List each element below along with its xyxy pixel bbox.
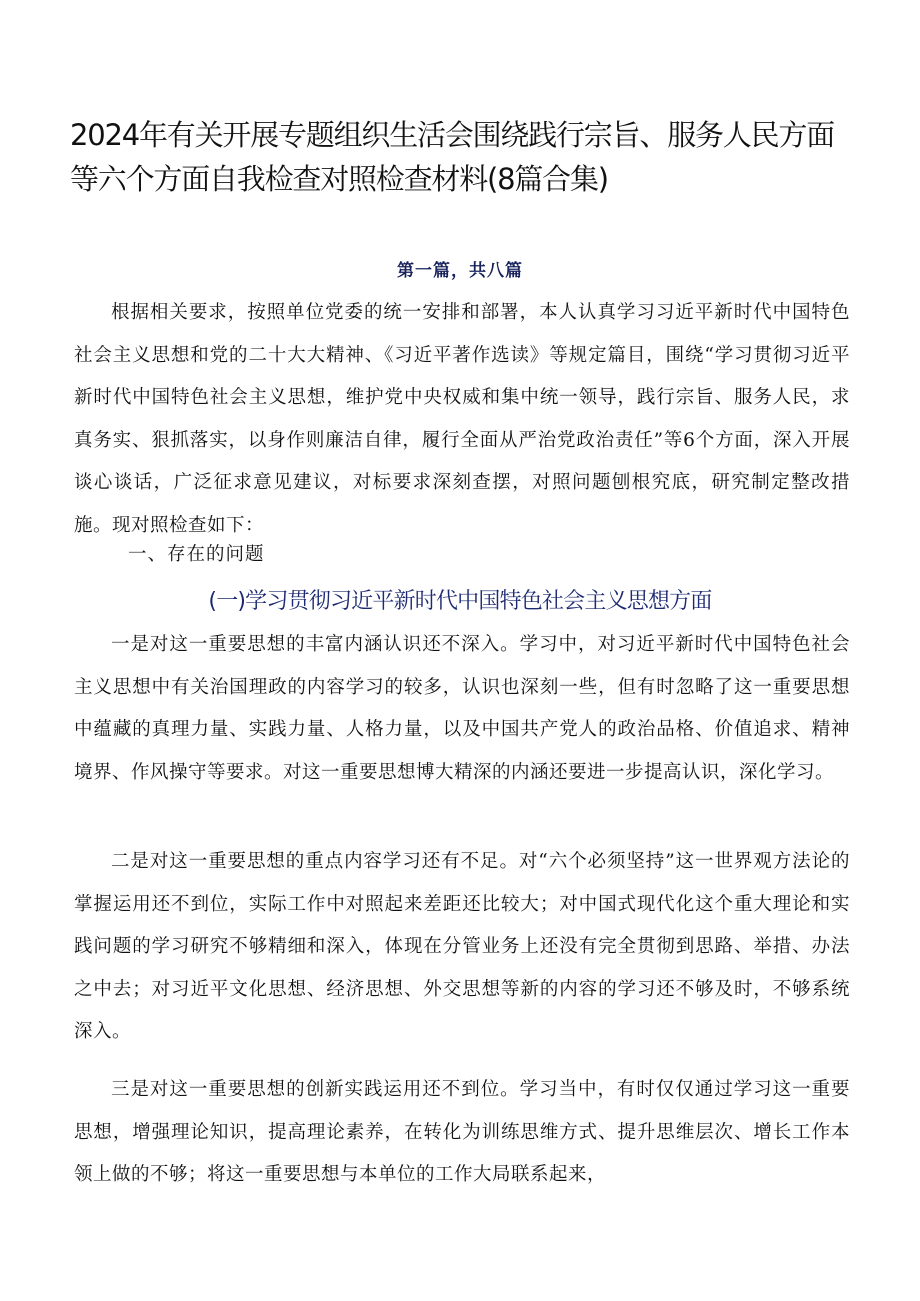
intro-paragraph: 根据相关要求，按照单位党委的统一安排和部署，本人认真学习习近平新时代中国特色社会主义思想和党的二十大大精神、《习近平著作选读》等规定篇目，围绕“学习贯彻习近平新时代中国特色社会主义思想，维护党中央权威和集中统一领导，践行宗旨、服务人民，求真务实、狠抓落实，以身作则廉洁自律，履行全面从严治党政治责任”等6个方面，深入开展谈心谈话，广泛征求意见建议，对标要求深刻查摆，对照问题刨根究底，研究制定整改措施。现对照检查如下： (74, 302, 850, 536)
heading-existing-problems: 一、存在的问题 (128, 544, 265, 565)
heading-study-thought: (一)学习贯彻习近平新时代中国特色社会主义思想方面 (208, 589, 712, 614)
document-title: 2024年有关开展专题组织生活会围绕践行宗旨、服务人民方面等六个方面自我检查对照检查材料(8篇合集) (70, 118, 835, 196)
paragraph-point-2: 二是对这一重要思想的重点内容学习还有不足。对“六个必须坚持”这一世界观方法论的掌握运用还不到位，实际工作中对照起来差距还比较大；对中国式现代化这个重大理论和实践问题的学习研究不够精细和深入，体现在分管业务上还没有完全贯彻到思路、举措、办法之中去；对习近平文化思想、经济思想、外交思想等新的内容的学习还不够及时，不够系统深入。 (74, 851, 850, 1042)
paragraph-point-1: 一是对这一重要思想的丰富内涵认识还不深入。学习中，对习近平新时代中国特色社会主义思想中有关治国理政的内容学习的较多，认识也深刻一些，但有时忽略了这一重要思想中蕴藏的真理力量、实践力量、人格力量，以及中国共产党人的政治品格、价值追求、精神境界、作风操守等要求。对这一重要思想博大精深的内涵还要进一步提高认识，深化学习。 (74, 634, 850, 783)
paragraph-point-3: 三是对这一重要思想的创新实践运用还不到位。学习当中，有时仅仅通过学习这一重要思想，增强理论知识，提高理论素养，在转化为训练思维方式、提升思维层次、增长工作本领上做的不够；将这一重要思想与本单位的工作大局联系起来， (74, 1079, 850, 1185)
section-caption: 第一篇，共八篇 (397, 261, 523, 281)
